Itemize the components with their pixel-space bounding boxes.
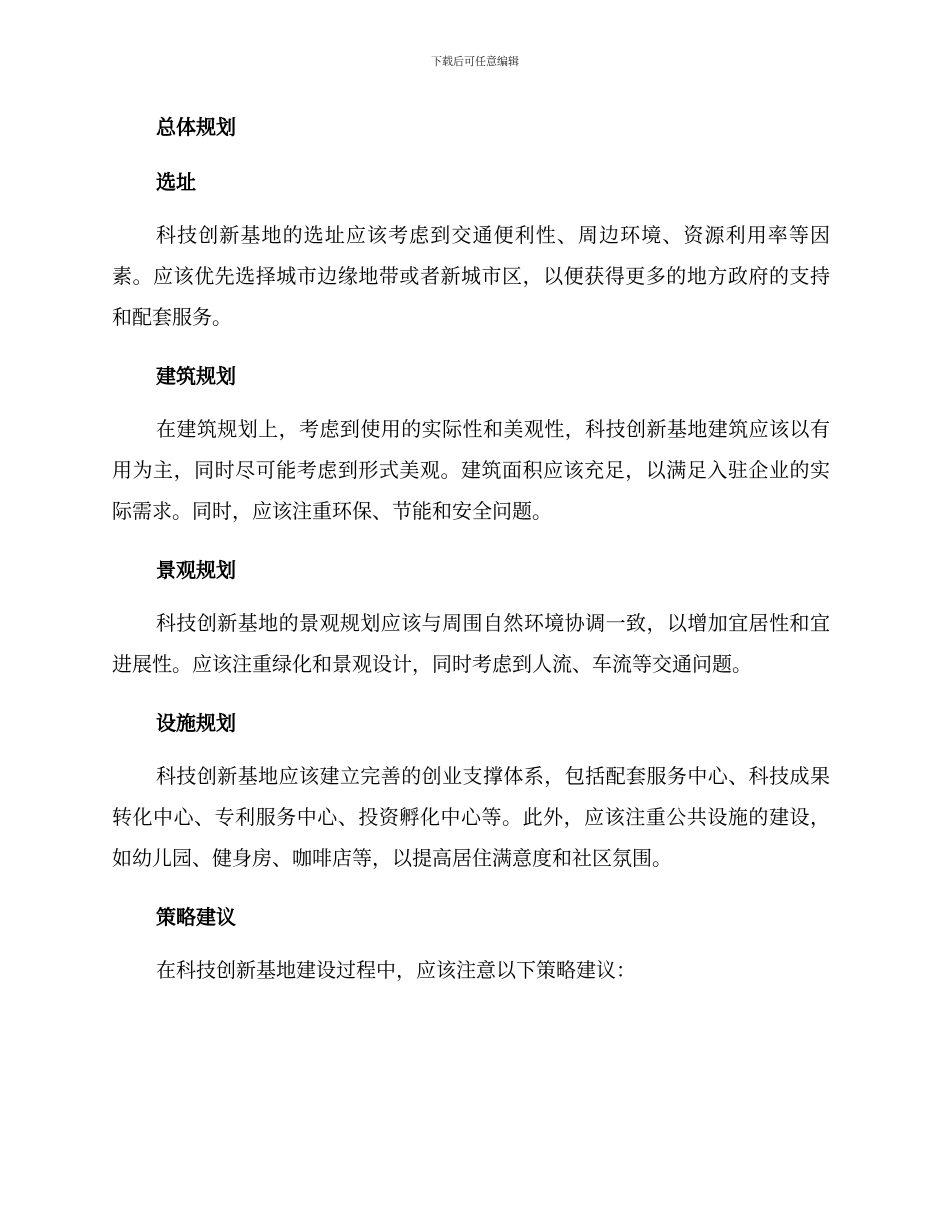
section-heading-site-selection: 选址 — [156, 170, 196, 194]
section-heading-facility-planning: 设施规划 — [156, 711, 236, 735]
paragraph-building-planning: 在建筑规划上，考虑到使用的实际性和美观性，科技创新基地建筑应该以有用为主，同时尽可能考虑到形式美观。建筑面积应该充足，以满足入驻企业的实际需求。同时，应该注重环保、节能和安全问题。 — [112, 417, 830, 523]
document-body — [112, 110, 830, 991]
section-heading-overall-planning: 总体规划 — [156, 115, 236, 139]
paragraph-landscape-planning: 科技创新基地的景观规划应该与周围自然环境协调一致，以增加宜居性和宜进展性。应该注重绿化和景观设计，同时考虑到人流、车流等交通问题。 — [112, 611, 830, 676]
section-heading-landscape-planning: 景观规划 — [156, 558, 236, 582]
paragraph-strategy-suggestions: 在科技创新基地建设过程中，应该注意以下策略建议： — [156, 958, 636, 982]
section-heading-strategy-suggestions: 策略建议 — [156, 905, 236, 929]
paragraph-facility-planning: 科技创新基地应该建立完善的创业支撑体系，包括配套服务中心、科技成果转化中心、专利服务中心、投资孵化中心等。此外，应该注重公共设施的建设，如幼儿园、健身房、咖啡店等，以提高居住满意度和社区氛围。 — [112, 764, 830, 870]
page-header: 下载后可任意编辑 — [431, 55, 519, 68]
section-heading-building-planning: 建筑规划 — [156, 364, 236, 388]
paragraph-site-selection: 科技创新基地的选址应该考虑到交通便利性、周边环境、资源利用率等因素。应该优先选择城市边缘地带或者新城市区，以便获得更多的地方政府的支持和配套服务。 — [112, 223, 830, 329]
